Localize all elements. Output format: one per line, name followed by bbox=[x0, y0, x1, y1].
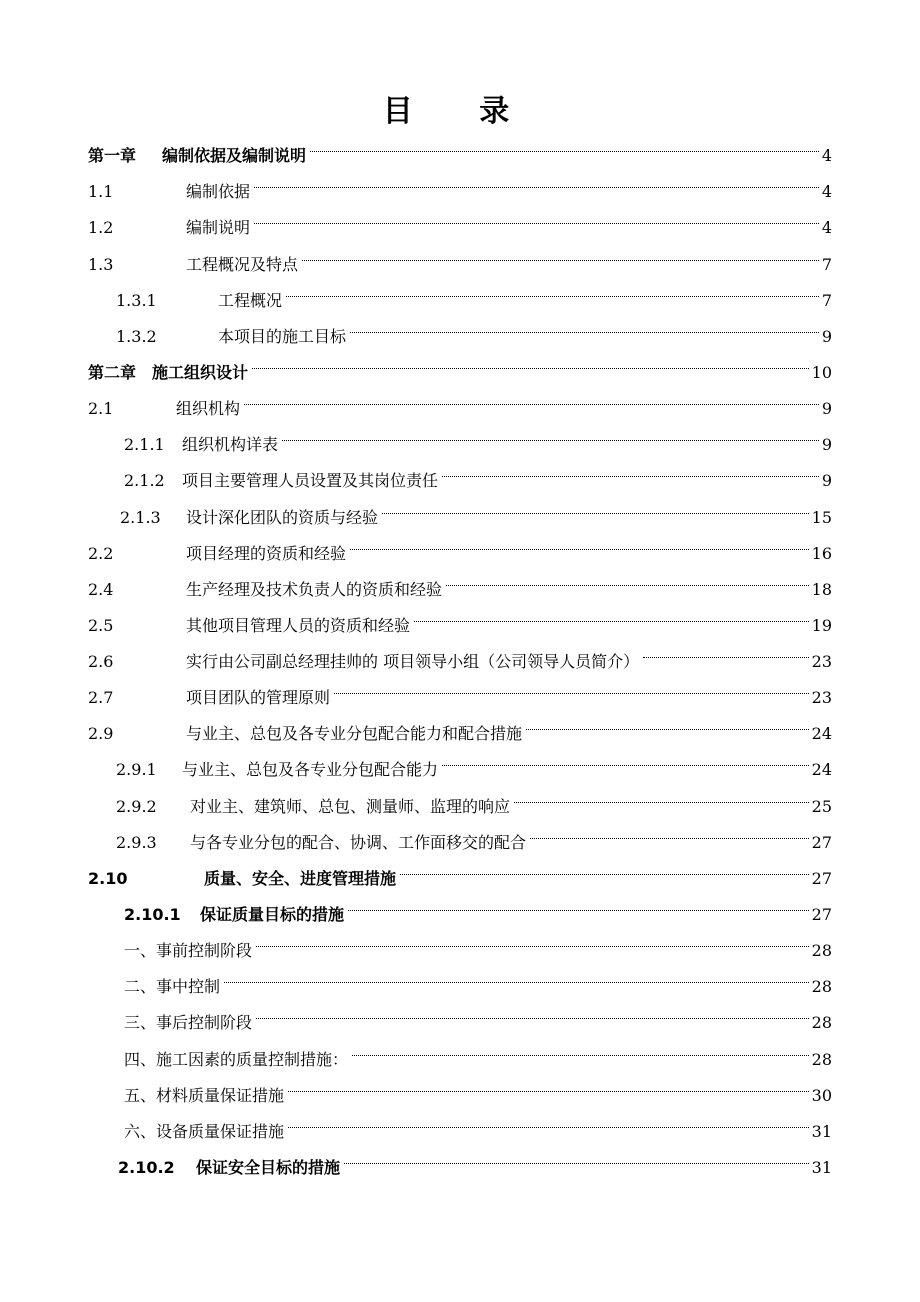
dot-leader bbox=[442, 765, 809, 766]
dot-leader bbox=[446, 585, 809, 586]
toc-entry-number: 2.10.1 bbox=[124, 905, 181, 924]
dot-leader bbox=[643, 657, 809, 658]
toc-entry-title: 工程概况 bbox=[218, 291, 283, 310]
toc-entry[interactable] bbox=[124, 901, 832, 929]
toc-entry-page: 25 bbox=[811, 797, 832, 816]
dot-leader bbox=[350, 549, 809, 550]
toc-entry-page: 19 bbox=[811, 616, 832, 635]
toc-entry-title: 对业主、建筑师、总包、测量师、监理的响应 bbox=[190, 797, 511, 816]
dot-leader bbox=[254, 223, 819, 224]
dot-leader bbox=[288, 1091, 809, 1092]
toc-entry-number: 1.3 bbox=[88, 255, 114, 274]
dot-leader bbox=[348, 910, 809, 911]
toc-entry-page: 27 bbox=[811, 833, 832, 852]
dot-leader bbox=[352, 1055, 809, 1056]
toc-entry[interactable] bbox=[88, 648, 832, 676]
toc-entry-number: 2.1.2 bbox=[124, 471, 165, 490]
dot-leader bbox=[514, 802, 809, 803]
dot-leader bbox=[254, 187, 819, 188]
dot-leader bbox=[344, 1163, 809, 1164]
dot-leader bbox=[282, 440, 819, 441]
toc-entry-title: 其他项目管理人员的资质和经验 bbox=[186, 616, 411, 635]
toc-entry-title: 四、施工因素的质量控制措施： bbox=[124, 1050, 349, 1069]
toc-entry-page: 18 bbox=[811, 580, 832, 599]
toc-entry[interactable] bbox=[124, 1009, 832, 1037]
toc-entry-number: 第一章 bbox=[88, 146, 137, 165]
toc-entry-page: 28 bbox=[811, 1050, 832, 1069]
dot-leader bbox=[414, 621, 809, 622]
toc-entry-title: 与业主、总包及各专业分包配合能力和配合措施 bbox=[186, 724, 523, 743]
toc-entry-page: 31 bbox=[811, 1122, 832, 1141]
toc-entry-number: 2.9 bbox=[88, 724, 114, 743]
toc-entry-page: 7 bbox=[821, 255, 832, 274]
toc-entry-title: 编制依据及编制说明 bbox=[162, 146, 307, 165]
toc-entry-title: 组织机构 bbox=[176, 399, 241, 418]
toc-entry-page: 31 bbox=[811, 1158, 832, 1177]
toc-title: 目 录 bbox=[382, 94, 538, 129]
dot-leader bbox=[334, 693, 809, 694]
toc-entry-page: 28 bbox=[811, 1013, 832, 1032]
dot-leader bbox=[530, 838, 809, 839]
toc-entry-title: 三、事后控制阶段 bbox=[124, 1013, 253, 1032]
toc-entry-number: 1.3.1 bbox=[116, 291, 157, 310]
toc-entry[interactable] bbox=[88, 214, 832, 242]
toc-entry-number: 2.10 bbox=[88, 869, 128, 888]
toc-entry-title: 施工组织设计 bbox=[152, 363, 249, 382]
toc-entry-title: 实行由公司副总经理挂帅的 项目领导小组（公司领导人员简介） bbox=[186, 652, 640, 671]
toc-entry[interactable] bbox=[116, 793, 832, 821]
toc-entry[interactable] bbox=[88, 540, 832, 568]
dot-leader bbox=[310, 151, 819, 152]
toc-entry[interactable] bbox=[124, 467, 832, 495]
toc-entry-page: 23 bbox=[811, 652, 832, 671]
toc-entry-page: 24 bbox=[811, 724, 832, 743]
toc-entry[interactable] bbox=[88, 142, 832, 170]
toc-entry-page: 9 bbox=[821, 471, 832, 490]
toc-entry-title: 五、材料质量保证措施 bbox=[124, 1086, 285, 1105]
toc-entry-number: 2.6 bbox=[88, 652, 114, 671]
toc-entry[interactable] bbox=[88, 178, 832, 206]
toc-entry[interactable] bbox=[88, 395, 832, 423]
toc-entry[interactable] bbox=[124, 1082, 832, 1110]
toc-entry-page: 4 bbox=[821, 182, 832, 201]
dot-leader bbox=[302, 260, 819, 261]
toc-entry-title: 组织机构详表 bbox=[182, 435, 279, 454]
dot-leader bbox=[442, 476, 819, 477]
toc-entry-title: 与业主、总包及各专业分包配合能力 bbox=[182, 760, 439, 779]
dot-leader bbox=[252, 368, 809, 369]
toc-entry-page: 10 bbox=[811, 363, 832, 382]
toc-entry-title: 项目团队的管理原则 bbox=[186, 688, 331, 707]
toc-entry[interactable] bbox=[124, 937, 832, 965]
toc-entry-page: 27 bbox=[811, 905, 832, 924]
toc-entry-title: 设计深化团队的资质与经验 bbox=[186, 508, 379, 527]
toc-entry-page: 28 bbox=[811, 977, 832, 996]
toc-entry-page: 15 bbox=[811, 508, 832, 527]
toc-entry[interactable] bbox=[116, 287, 832, 315]
toc-entry[interactable] bbox=[118, 1154, 832, 1182]
toc-entry-title: 保证质量目标的措施 bbox=[200, 905, 345, 924]
toc-entry-title: 编制说明 bbox=[186, 218, 251, 237]
toc-entry-number: 2.10.2 bbox=[118, 1158, 175, 1177]
toc-entry-number: 2.1.1 bbox=[124, 435, 165, 454]
toc-entry[interactable] bbox=[88, 251, 832, 279]
toc-entry-number: 2.9.2 bbox=[116, 797, 157, 816]
toc-entry-title: 保证安全目标的措施 bbox=[196, 1158, 341, 1177]
toc-entry-number: 2.1 bbox=[88, 399, 114, 418]
toc-entry[interactable] bbox=[120, 504, 832, 532]
toc-entry-title: 生产经理及技术负责人的资质和经验 bbox=[186, 580, 443, 599]
toc-entry[interactable] bbox=[124, 1118, 832, 1146]
toc-entry[interactable] bbox=[88, 865, 832, 893]
toc-entry-page: 4 bbox=[821, 218, 832, 237]
toc-entry[interactable] bbox=[88, 720, 832, 748]
toc-entry-page: 24 bbox=[811, 760, 832, 779]
toc-entry-number: 1.2 bbox=[88, 218, 114, 237]
toc-entry[interactable] bbox=[124, 1046, 832, 1074]
toc-entry-number: 1.3.2 bbox=[116, 327, 157, 346]
dot-leader bbox=[288, 1127, 809, 1128]
toc-entry-number: 2.4 bbox=[88, 580, 114, 599]
dot-leader bbox=[350, 332, 819, 333]
toc-entry-title: 二、事中控制 bbox=[124, 977, 221, 996]
toc-entry-page: 9 bbox=[821, 399, 832, 418]
toc-entry-number: 第二章 bbox=[88, 363, 137, 382]
toc-entry-title: 项目主要管理人员设置及其岗位责任 bbox=[182, 471, 439, 490]
toc-entry-page: 9 bbox=[821, 435, 832, 454]
toc-entry-title: 本项目的施工目标 bbox=[218, 327, 347, 346]
toc-entry[interactable] bbox=[124, 431, 832, 459]
dot-leader bbox=[382, 513, 809, 514]
dot-leader bbox=[526, 729, 809, 730]
toc-entry-page: 23 bbox=[811, 688, 832, 707]
dot-leader bbox=[286, 296, 819, 297]
toc-entry-number: 2.5 bbox=[88, 616, 114, 635]
toc-entry-page: 7 bbox=[821, 291, 832, 310]
toc-entry-number: 1.1 bbox=[88, 182, 114, 201]
toc-entry-page: 16 bbox=[811, 544, 832, 563]
dot-leader bbox=[224, 982, 809, 983]
toc-entry[interactable] bbox=[124, 973, 832, 1001]
toc-entry[interactable] bbox=[116, 829, 832, 857]
toc-entry-page: 9 bbox=[821, 327, 832, 346]
dot-leader bbox=[256, 1018, 809, 1019]
toc-entry-number: 2.9.1 bbox=[116, 760, 157, 779]
dot-leader bbox=[400, 874, 809, 875]
toc-entry-title: 一、事前控制阶段 bbox=[124, 941, 253, 960]
toc-entry-page: 28 bbox=[811, 941, 832, 960]
toc-entry-page: 30 bbox=[811, 1086, 832, 1105]
toc-entry-title: 工程概况及特点 bbox=[186, 255, 299, 274]
toc-entry-number: 2.2 bbox=[88, 544, 114, 563]
dot-leader bbox=[244, 404, 819, 405]
toc-entry-title: 项目经理的资质和经验 bbox=[186, 544, 347, 563]
toc-entry-title: 与各专业分包的配合、协调、工作面移交的配合 bbox=[190, 833, 527, 852]
dot-leader bbox=[256, 946, 809, 947]
toc-entry-page: 4 bbox=[821, 146, 832, 165]
toc-entry[interactable] bbox=[116, 756, 832, 784]
toc-entry-page: 27 bbox=[811, 869, 832, 888]
toc-entry[interactable] bbox=[88, 684, 832, 712]
toc-entry-title: 六、设备质量保证措施 bbox=[124, 1122, 285, 1141]
toc-entry[interactable] bbox=[88, 612, 832, 640]
toc-entry[interactable] bbox=[116, 323, 832, 351]
toc-entry-number: 2.9.3 bbox=[116, 833, 157, 852]
toc-entry-number: 2.7 bbox=[88, 688, 114, 707]
toc-entry-number: 2.1.3 bbox=[120, 508, 161, 527]
toc-entry[interactable] bbox=[88, 576, 832, 604]
toc-entry[interactable] bbox=[88, 359, 832, 387]
toc-entry-title: 编制依据 bbox=[186, 182, 251, 201]
toc-entry-title: 质量、安全、进度管理措施 bbox=[204, 869, 397, 888]
